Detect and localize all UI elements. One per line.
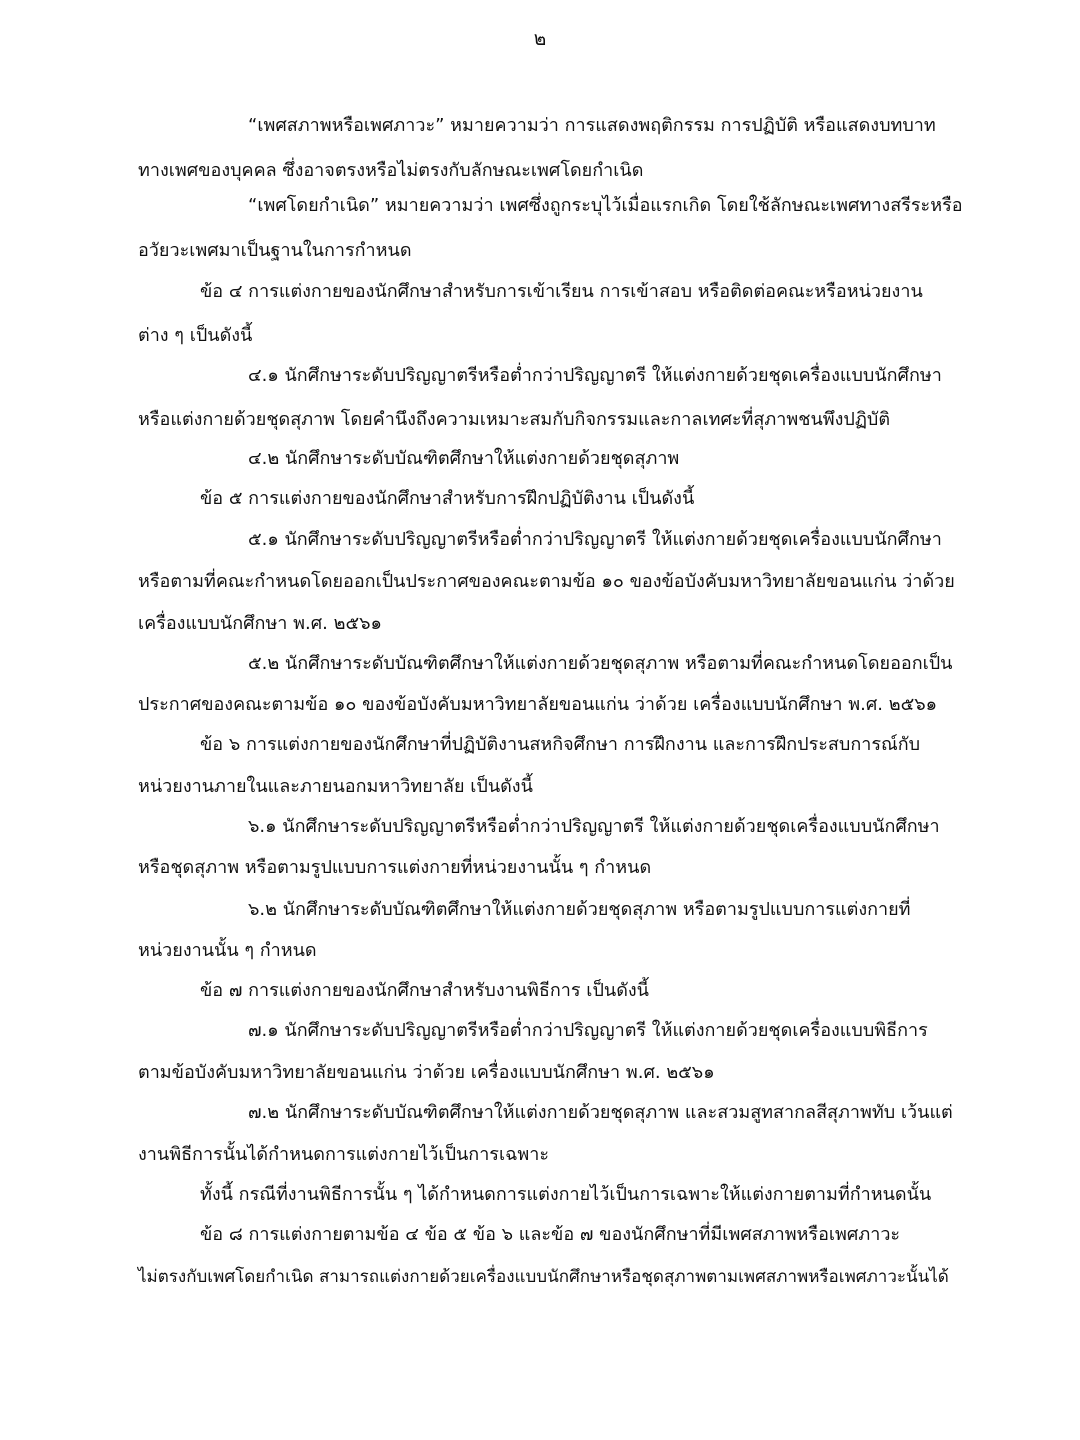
doc-line-4: อวัยวะเพศมาเป็นฐานในการกำหนด [138,240,412,261]
doc-line-10: ข้อ ๕ การแต่งกายของนักศึกษาสำหรับการฝึกปฏิบัติงาน เป็นดังนี้ [200,488,695,509]
doc-line-6: ต่าง ๆ เป็นดังนี้ [138,325,253,346]
page-number: ๒ [533,28,547,50]
doc-line-16: ข้อ ๖ การแต่งกายของนักศึกษาที่ปฏิบัติงานสหกิจศึกษา การฝึกงาน และการฝึกประสบการณ์กับ [200,734,921,755]
doc-line-14: ๕.๒ นักศึกษาระดับบัณฑิตศึกษาให้แต่งกายด้วยชุดสุภาพ หรือตามที่คณะกำหนดโดยออกเป็น [248,653,953,674]
doc-line-11: ๕.๑ นักศึกษาระดับปริญญาตรีหรือต่ำกว่าปริญญาตรี ให้แต่งกายด้วยชุดเครื่องแบบนักศึกษา [248,529,942,550]
doc-line-15: ประกาศของคณะตามข้อ ๑๐ ของข้อบังคับมหาวิทยาลัยขอนแก่น ว่าด้วย เครื่องแบบนักศึกษา พ.ศ. ๒๕๖๑ [138,694,938,715]
doc-line-13: เครื่องแบบนักศึกษา พ.ศ. ๒๕๖๑ [138,613,382,634]
doc-line-3: “เพศโดยกำเนิด” หมายความว่า เพศซึ่งถูกระบุไว้เมื่อแรกเกิด โดยใช้ลักษณะเพศทางสรีระหรือ [248,195,963,216]
doc-line-21: หน่วยงานนั้น ๆ กำหนด [138,940,317,961]
doc-line-25: ๗.๒ นักศึกษาระดับบัณฑิตศึกษาให้แต่งกายด้วยชุดสุภาพ และสวมสูทสากลสีสุภาพทับ เว้นแต่ [248,1102,953,1123]
doc-line-26: งานพิธีการนั้นได้กำหนดการแต่งกายไว้เป็นการเฉพาะ [138,1144,550,1165]
doc-line-2: ทางเพศของบุคคล ซึ่งอาจตรงหรือไม่ตรงกับลักษณะเพศโดยกำเนิด [138,160,644,181]
doc-line-9: ๔.๒ นักศึกษาระดับบัณฑิตศึกษาให้แต่งกายด้วยชุดสุภาพ [248,448,680,469]
doc-line-23: ๗.๑ นักศึกษาระดับปริญญาตรีหรือต่ำกว่าปริญญาตรี ให้แต่งกายด้วยชุดเครื่องแบบพิธีการ [248,1020,928,1041]
doc-line-5: ข้อ ๔ การแต่งกายของนักศึกษาสำหรับการเข้าเรียน การเข้าสอบ หรือติดต่อคณะหรือหน่วยงาน [200,281,923,302]
doc-line-18: ๖.๑ นักศึกษาระดับปริญญาตรีหรือต่ำกว่าปริญญาตรี ให้แต่งกายด้วยชุดเครื่องแบบนักศึกษา [248,816,940,837]
doc-line-8: หรือแต่งกายด้วยชุดสุภาพ โดยคำนึงถึงความเหมาะสมกับกิจกรรมและกาลเทศะที่สุภาพชนพึงปฏิบัติ [138,409,891,430]
doc-line-28: ข้อ ๘ การแต่งกายตามข้อ ๔ ข้อ ๕ ข้อ ๖ และข้อ ๗ ของนักศึกษาที่มีเพศสภาพหรือเพศภาวะ [200,1224,901,1245]
doc-line-17: หน่วยงานภายในและภายนอกมหาวิทยาลัย เป็นดังนี้ [138,776,533,797]
doc-line-24: ตามข้อบังคับมหาวิทยาลัยขอนแก่น ว่าด้วย เครื่องแบบนักศึกษา พ.ศ. ๒๕๖๑ [138,1062,715,1083]
doc-line-1: “เพศสภาพหรือเพศภาวะ” หมายความว่า การแสดงพฤติกรรม การปฏิบัติ หรือแสดงบทบาท [248,115,936,136]
doc-line-29: ไม่ตรงกับเพศโดยกำเนิด สามารถแต่งกายด้วยเครื่องแบบนักศึกษาหรือชุดสุภาพตามเพศสภาพหรือเพศภาวะนั้นได้ [138,1267,949,1287]
doc-line-20: ๖.๒ นักศึกษาระดับบัณฑิตศึกษาให้แต่งกายด้วยชุดสุภาพ หรือตามรูปแบบการแต่งกายที่ [248,899,911,920]
doc-line-12: หรือตามที่คณะกำหนดโดยออกเป็นประกาศของคณะตามข้อ ๑๐ ของข้อบังคับมหาวิทยาลัยขอนแก่น ว่าด้วย [138,571,955,592]
doc-line-7: ๔.๑ นักศึกษาระดับปริญญาตรีหรือต่ำกว่าปริญญาตรี ให้แต่งกายด้วยชุดเครื่องแบบนักศึกษา [248,365,942,386]
doc-line-27: ทั้งนี้ กรณีที่งานพิธีการนั้น ๆ ได้กำหนดการแต่งกายไว้เป็นการเฉพาะให้แต่งกายตามที่กำหนดนั้น [200,1184,932,1205]
doc-line-22: ข้อ ๗ การแต่งกายของนักศึกษาสำหรับงานพิธีการ เป็นดังนี้ [200,980,649,1001]
doc-line-19: หรือชุดสุภาพ หรือตามรูปแบบการแต่งกายที่หน่วยงานนั้น ๆ กำหนด [138,857,652,878]
